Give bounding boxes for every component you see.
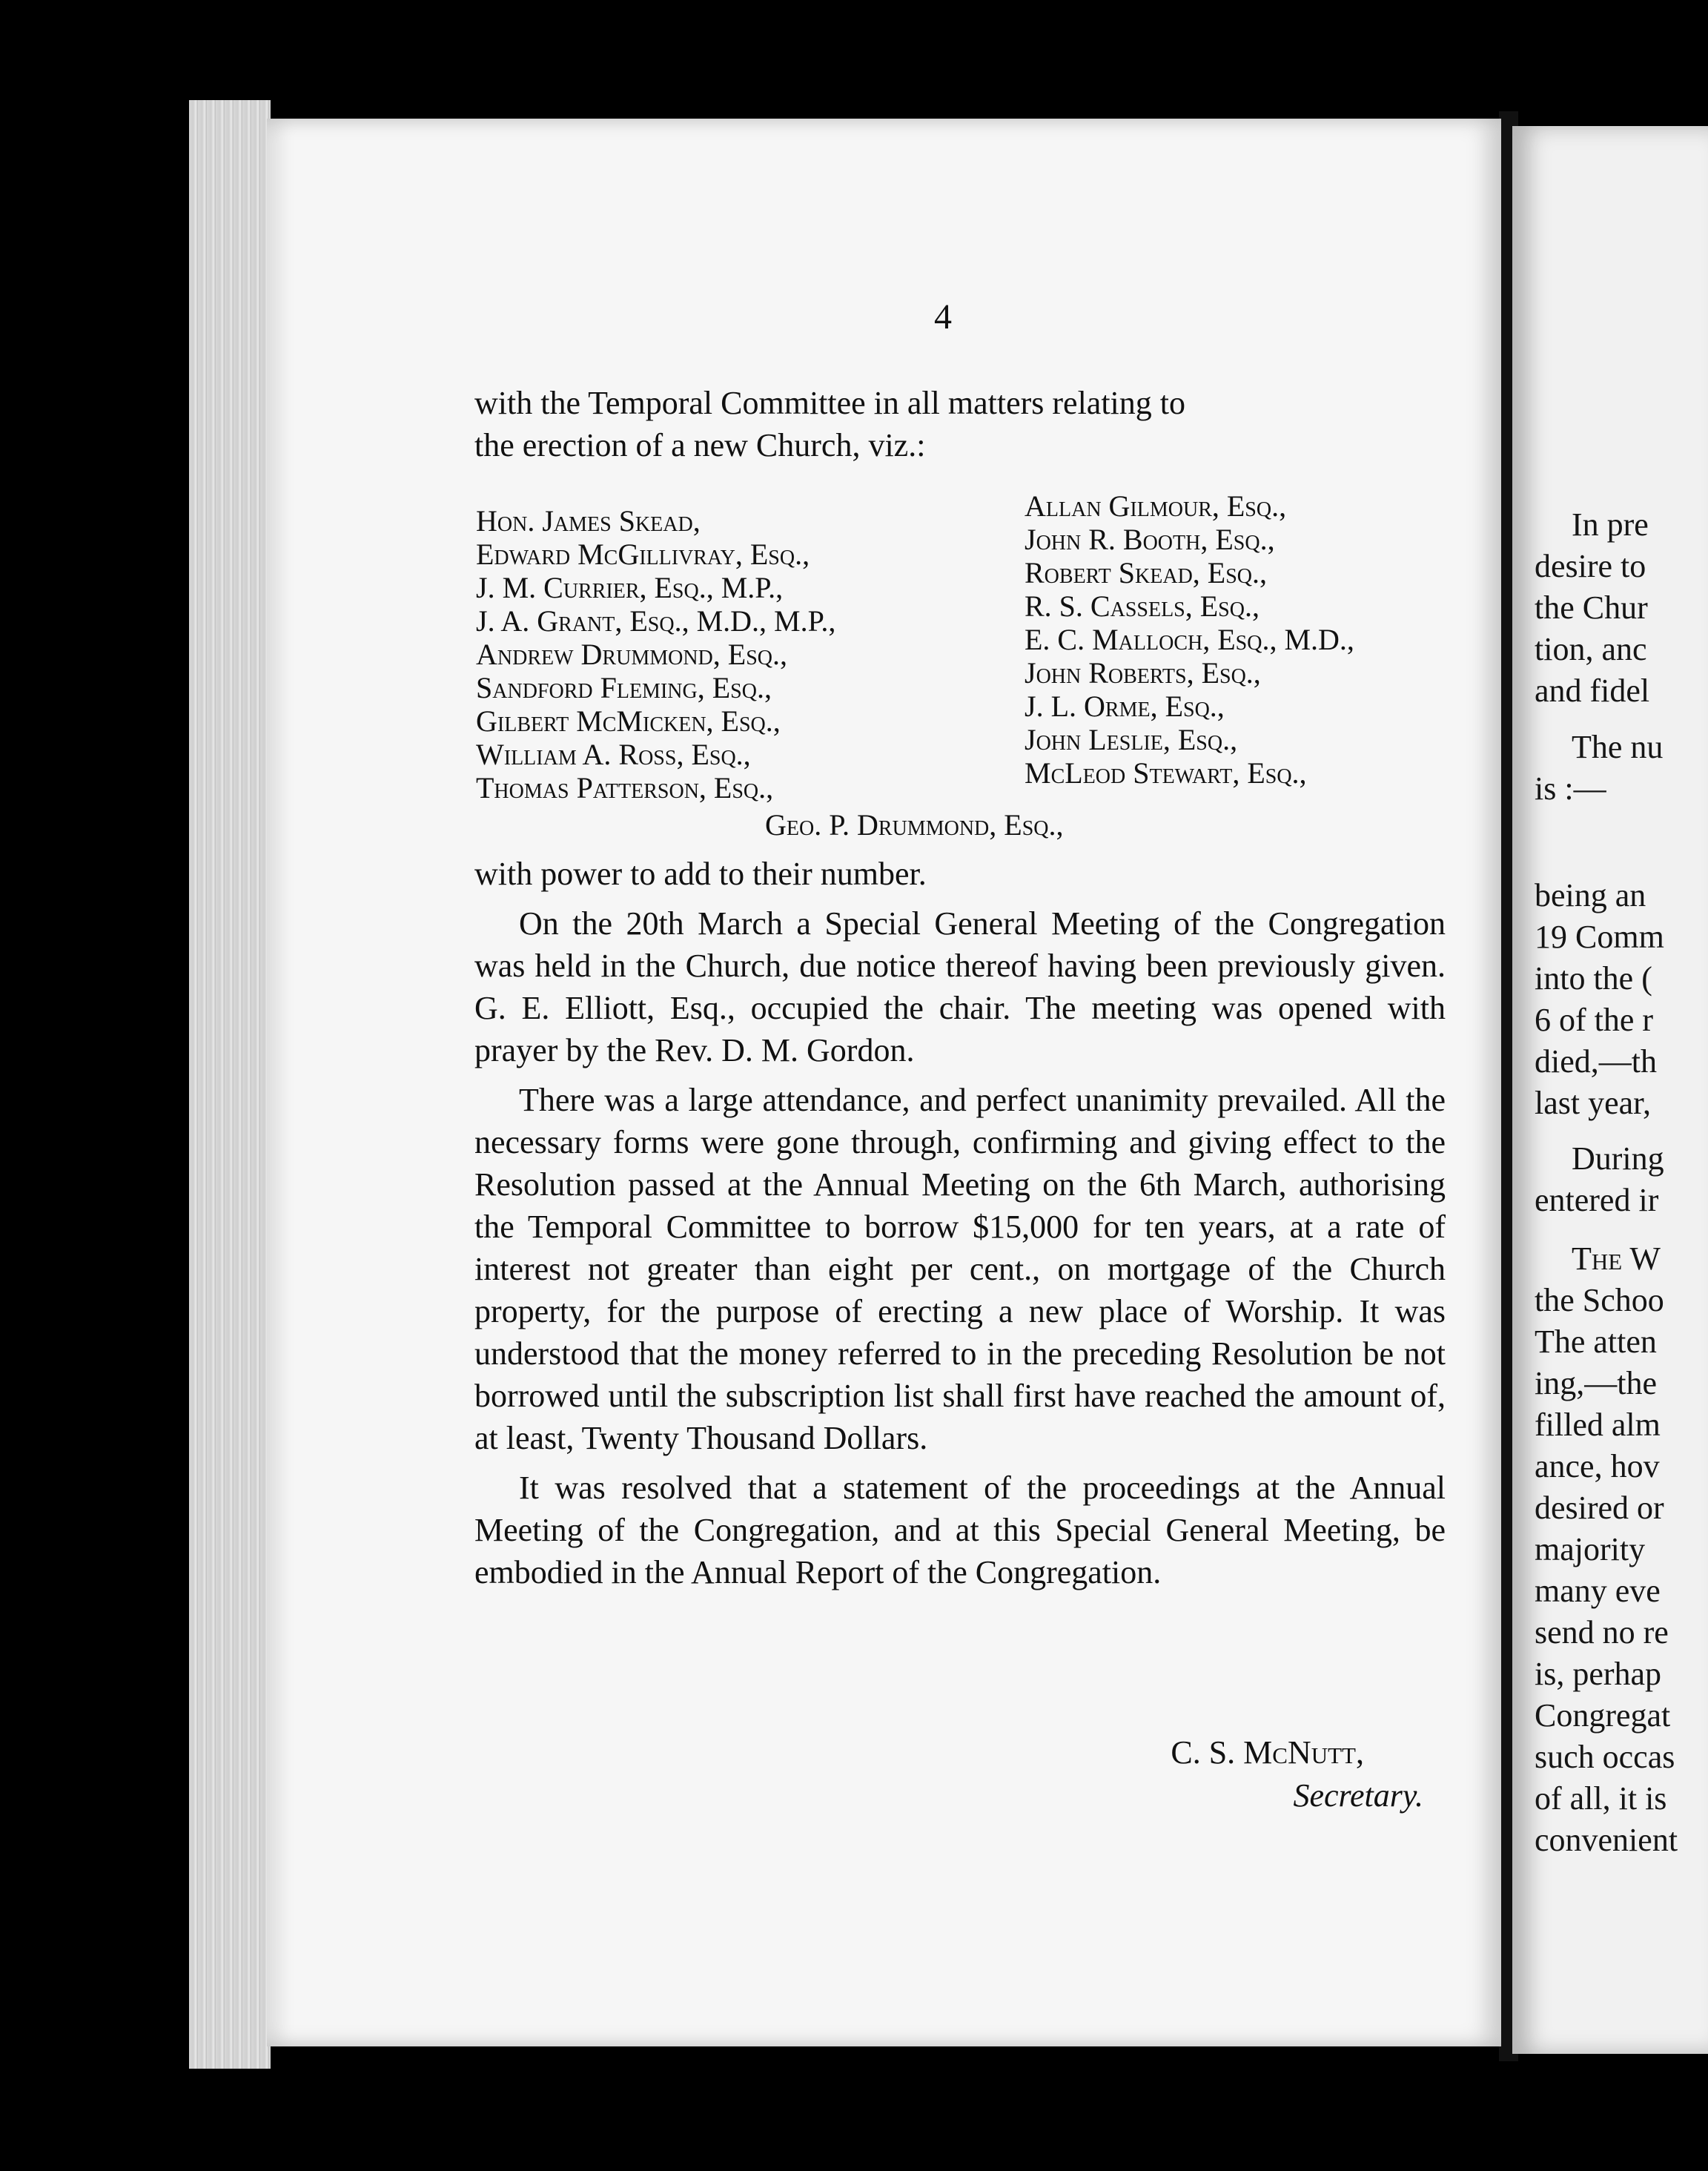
right-line: entered ir bbox=[1535, 1182, 1659, 1218]
right-line: desired or bbox=[1535, 1490, 1664, 1526]
right-line: Congregat bbox=[1535, 1697, 1671, 1734]
right-line: many eve bbox=[1535, 1573, 1661, 1609]
committee-member: E. C. Malloch, Esq., M.D., bbox=[1025, 623, 1354, 656]
right-line: filled alm bbox=[1535, 1407, 1661, 1443]
committee-member: Thomas Patterson, Esq., bbox=[476, 771, 774, 804]
opening-line-1: with the Temporal Committee in all matters relating to bbox=[474, 385, 1185, 421]
right-line: being an bbox=[1535, 877, 1646, 913]
book-page-edges bbox=[189, 100, 271, 2069]
right-page bbox=[1512, 126, 1708, 2054]
right-line: send no re bbox=[1535, 1614, 1669, 1650]
right-line: majority bbox=[1535, 1531, 1646, 1567]
right-line: of all, it is bbox=[1535, 1780, 1667, 1817]
right-line: The atten bbox=[1535, 1324, 1657, 1360]
right-line: and fidel bbox=[1535, 673, 1650, 709]
right-block-2 bbox=[1535, 727, 1708, 810]
signature-block bbox=[964, 1731, 1438, 1817]
right-line: the Schoo bbox=[1535, 1282, 1664, 1318]
committee-member: J. M. Currier, Esq., M.P., bbox=[476, 571, 784, 604]
right-line: During bbox=[1572, 1140, 1664, 1177]
right-line: into the ( bbox=[1535, 960, 1652, 997]
committee-member: John Roberts, Esq., bbox=[1025, 656, 1261, 690]
committee-member: Sandford Fleming, Esq., bbox=[476, 671, 772, 704]
right-line: The nu bbox=[1572, 729, 1664, 765]
committee-member: J. A. Grant, Esq., M.D., M.P., bbox=[476, 604, 836, 638]
right-line: last year, bbox=[1535, 1085, 1652, 1121]
right-line: In pre bbox=[1572, 506, 1649, 543]
right-line: ing,—the bbox=[1535, 1365, 1657, 1401]
right-line: is, perhap bbox=[1535, 1656, 1662, 1692]
committee-member: R. S. Cassels, Esq., bbox=[1025, 589, 1260, 623]
right-line: the Chur bbox=[1535, 589, 1648, 626]
right-line: 6 of the r bbox=[1535, 1002, 1654, 1038]
body-text bbox=[474, 853, 1446, 1601]
power-line: with power to add to their number. bbox=[474, 856, 927, 892]
committee-member-last: Geo. P. Drummond, Esq., bbox=[765, 808, 1064, 842]
right-line: The W bbox=[1572, 1240, 1661, 1277]
committee-member: Robert Skead, Esq., bbox=[1025, 556, 1268, 589]
committee-member: Hon. James Skead, bbox=[476, 504, 701, 538]
right-line: such occas bbox=[1535, 1739, 1675, 1775]
right-block-1 bbox=[1535, 504, 1708, 712]
committee-member: Allan Gilmour, Esq., bbox=[1025, 489, 1287, 523]
committee-member: John Leslie, Esq., bbox=[1025, 723, 1238, 756]
signature-name: C. S. McNutt, bbox=[1171, 1734, 1364, 1771]
committee-member: Edward McGillivray, Esq., bbox=[476, 538, 810, 571]
paragraph-special-meeting: On the 20th March a Special General Meeting of the Congregation was held in the Church, due notice thereof having been previously given. G. E. Elliott, Esq., occupied the chair. The meeting was opened with prayer by the Rev. D. M. Gordon. bbox=[474, 905, 1446, 1068]
committee-member: John R. Booth, Esq., bbox=[1025, 523, 1275, 556]
right-line: 19 Comm bbox=[1535, 919, 1664, 955]
right-line: is :— bbox=[1535, 770, 1606, 807]
committee-member: Andrew Drummond, Esq., bbox=[476, 638, 787, 671]
committee-column-left bbox=[476, 504, 1010, 804]
right-line: died,—th bbox=[1535, 1043, 1657, 1080]
signature-title: Secretary. bbox=[1293, 1777, 1423, 1814]
committee-member: Gilbert McMicken, Esq., bbox=[476, 704, 781, 738]
right-block-4 bbox=[1535, 1138, 1708, 1221]
committee-member: William A. Ross, Esq., bbox=[476, 738, 751, 771]
opening-text bbox=[474, 382, 1446, 466]
paragraph-resolution: There was a large attendance, and perfect unanimity prevailed. All the necessary forms were gone through, confirming and giving effect to the Resolution passed at the Annual Meeting on the 6th March, authorising the Temporal Committee to borrow $15,000 for ten years, at a rate of interest not greater than eight per cent., on mortgage of the Church property, for the purpose of erecting a new place of Worship. It was understood that the money referred to in the preceding Resolution be not borrowed until the subscription list shall first have reached the amount of, at least, Twenty Thousand Dollars. bbox=[474, 1082, 1446, 1456]
committee-member: McLeod Stewart, Esq., bbox=[1025, 756, 1307, 790]
right-block-3 bbox=[1535, 875, 1708, 1124]
committee-column-right bbox=[1025, 489, 1469, 790]
opening-line-2: the erection of a new Church, viz.: bbox=[474, 427, 926, 463]
page-number: 4 bbox=[934, 297, 952, 337]
paragraph-annual-report: It was resolved that a statement of the proceedings at the Annual Meeting of the Congregation, and at this Special General Meeting, be embodied in the Annual Report of the Congregation. bbox=[474, 1470, 1446, 1590]
right-line: ance, hov bbox=[1535, 1448, 1660, 1484]
right-line: desire to bbox=[1535, 548, 1646, 584]
right-line: tion, anc bbox=[1535, 631, 1647, 667]
committee-member: J. L. Orme, Esq., bbox=[1025, 690, 1225, 723]
right-line: convenient bbox=[1535, 1822, 1678, 1858]
right-block-5 bbox=[1535, 1238, 1708, 1861]
